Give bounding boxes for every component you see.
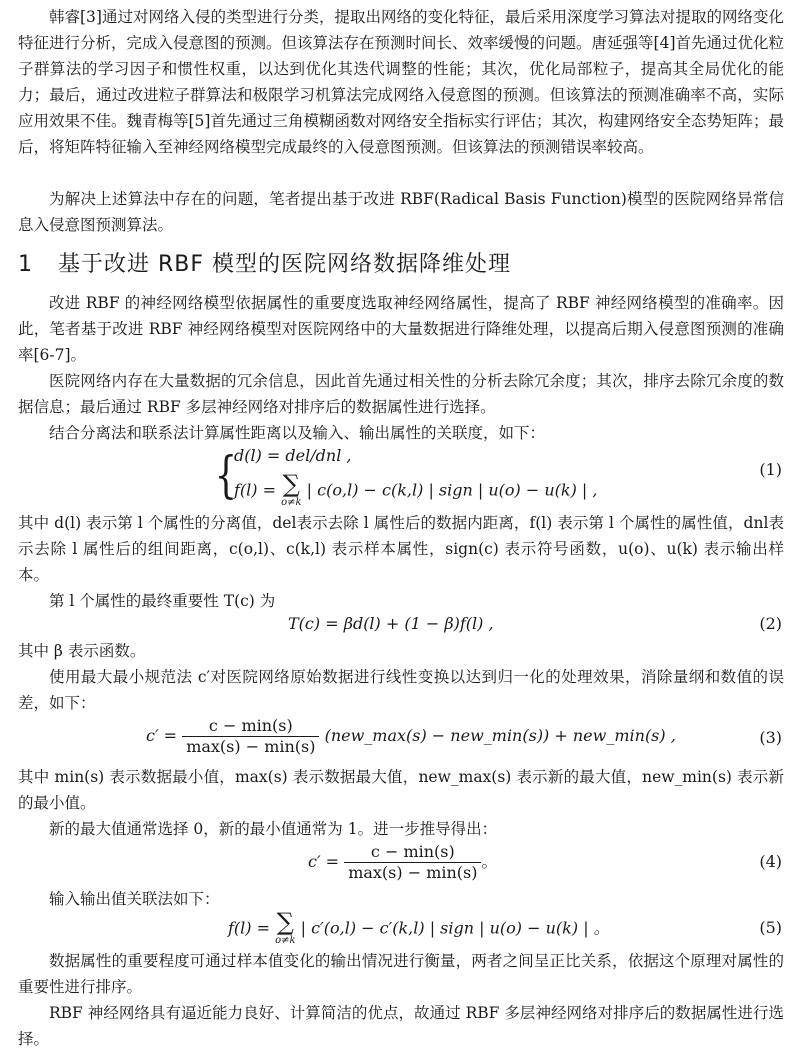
- paragraph-text: 结合分离法和联系法计算属性距离以及输入、输出属性的关联度，如下：: [49, 424, 546, 442]
- section-title: 基于改进 RBF 模型的医院网络数据降维处理: [58, 252, 512, 277]
- section-number: 1: [18, 252, 33, 277]
- paragraph-proposal: [18, 186, 784, 238]
- summation-symbol: ∑ o≠k: [275, 908, 296, 946]
- paragraph-text: RBF 神经网络具有逼近能力良好、计算简洁的优点，故通过 RBF 多层神经网络对排序后的数据属性进行选择。: [18, 1004, 784, 1048]
- equation-1-line-1: d(l) = del/dnl ,: [234, 446, 352, 465]
- paragraph-text: 其中 β 表示函数。: [18, 642, 146, 660]
- paragraph-text: 数据属性的重要程度可通过样本值变化的输出情况进行衡量，两者之间呈正比关系，依据这个原理对属性的重要性进行排序。: [18, 952, 784, 996]
- equation-brace: {: [214, 446, 238, 504]
- summation-symbol: ∑ o≠k: [281, 470, 302, 508]
- paragraph-derivation: [18, 816, 784, 842]
- paragraph-variables: [18, 510, 784, 588]
- paragraph-normalization: [18, 664, 784, 716]
- equation-5-line: [228, 910, 610, 948]
- summation-subscript: o≠k: [281, 497, 302, 508]
- equation-1-rhs: | c(o,l) − c(k,l) | sign | u(o) − u(k) | ,: [306, 480, 598, 500]
- fraction-denominator: max(s) − min(s): [348, 863, 478, 882]
- equation-number: (2): [759, 614, 782, 633]
- paragraph-correlation: [18, 886, 784, 912]
- fraction: [344, 842, 481, 883]
- paragraph-text: 第 l 个属性的最终重要性 T(c) 为: [49, 592, 276, 610]
- paragraph-text: 韩睿[3]通过对网络入侵的类型进行分类，提取出网络的变化特征，最后采用深度学习算法对提取的网络变化特征进行分析，完成入侵意图的预测。但该算法存在预测时间长、效率缓慢的问题。唐延强等[4]首先通过优化粒子群算法的学习因子和惯性权重，以达到优化其迭代调整的性能；其次，优化局部粒子，提高其全局优化的能力；最后，通过改进粒子群算法和极限学习机算法完成网络入侵意图的预测。但该算法的预测准确率不高，实际应用效果不佳。魏青梅等[5]首先通过三角模糊函数对网络安全指标实行评估；其次，构建网络安全态势矩阵；最后，将矩阵特征输入至神经网络模型完成最终的入侵意图预测。但该算法的预测错误率较高。: [18, 8, 784, 156]
- equation-number: (4): [759, 852, 782, 871]
- equation-1-line-2: [234, 472, 597, 510]
- paragraph-text: 使用最大最小规范法 c′对医院网络原始数据进行线性变换以达到归一化的处理效果，消除量纲和数值的误差，如下：: [18, 668, 784, 712]
- equation-5-rhs: | c′(o,l) − c′(k,l) | sign | u(o) − u(k) | 。: [300, 918, 610, 938]
- paragraph-related-work: [18, 4, 784, 160]
- paragraph-importance: [18, 588, 784, 614]
- equation-3-rhs: (new_max(s) − new_min(s)) + new_min(s) ,: [324, 726, 676, 745]
- paragraph-distance: [18, 420, 784, 446]
- paragraph-redundancy: [18, 368, 784, 420]
- equation-1: [18, 446, 784, 508]
- equation-3: [18, 716, 784, 762]
- paragraph-text: 新的最大值通常选择 0，新的最小值通常为 1。进一步推导得出：: [49, 820, 498, 838]
- equation-4: [18, 842, 784, 886]
- paragraph-beta: [18, 638, 784, 664]
- paragraph-text: 改进 RBF 的神经网络模型依据属性的重要度选取神经网络属性，提高了 RBF 神经网络模型的准确率。因此，笔者基于改进 RBF 神经网络模型对医院网络中的大量数据进行降维处理，以提高后期入侵意图预测的准确率[6-7]。: [18, 294, 784, 364]
- equation-5: [18, 910, 784, 950]
- equation-number: (3): [759, 728, 782, 747]
- equation-2: [18, 614, 784, 640]
- equation-number: (5): [759, 918, 782, 937]
- paragraph-text: 医院网络内存在大量数据的冗余信息，因此首先通过相关性的分析去除冗余度；其次，排序去除冗余度的数据信息；最后通过 RBF 多层神经网络对排序后的数据属性进行选择。: [18, 372, 784, 416]
- paragraph-improved-rbf: [18, 290, 784, 368]
- paragraph-text: 其中 min(s) 表示数据最小值，max(s) 表示数据最大值，new_max(s) 表示新的最大值，new_min(s) 表示新的最小值。: [18, 768, 784, 812]
- equation-2-body: T(c) = βd(l) + (1 − β)f(l) ,: [288, 614, 494, 633]
- equation-1-lhs: f(l) =: [234, 480, 277, 500]
- fraction: [182, 716, 319, 757]
- paragraph-text: 输入输出值关联法如下：: [49, 890, 220, 908]
- equation-4-lhs: c′ =: [308, 852, 340, 871]
- fraction-numerator: c − min(s): [182, 716, 319, 737]
- section-heading: [18, 250, 784, 280]
- fraction-numerator: c − min(s): [344, 842, 481, 863]
- paragraph-rbf-selection: [18, 1000, 784, 1052]
- equation-5-lhs: f(l) =: [228, 918, 271, 938]
- paragraph-minmax: [18, 764, 784, 816]
- paragraph-text: 其中 d(l) 表示第 l 个属性的分离值，del表示去除 l 属性后的数据内距离，f(l) 表示第 l 个属性的属性值，dnl表示去除 l 属性后的组间距离，c(o,l)、c(k,l) 表示样本属性，sign(c) 表示符号函数，u(o)、u(k) 表示输出样本。: [18, 514, 784, 584]
- summation-subscript: o≠k: [275, 935, 296, 946]
- equation-4-period: 。: [481, 852, 498, 871]
- equation-3-lhs: c′ =: [146, 726, 178, 745]
- equation-3-line: [146, 716, 676, 757]
- equation-number: (1): [759, 460, 782, 479]
- fraction-denominator: max(s) − min(s): [186, 737, 316, 756]
- paragraph-ranking: [18, 948, 784, 1000]
- equation-4-line: [308, 842, 498, 883]
- paragraph-text: 为解决上述算法中存在的问题，笔者提出基于改进 RBF(Radical Basis Function)模型的医院网络异常信息入侵意图预测算法。: [18, 190, 784, 234]
